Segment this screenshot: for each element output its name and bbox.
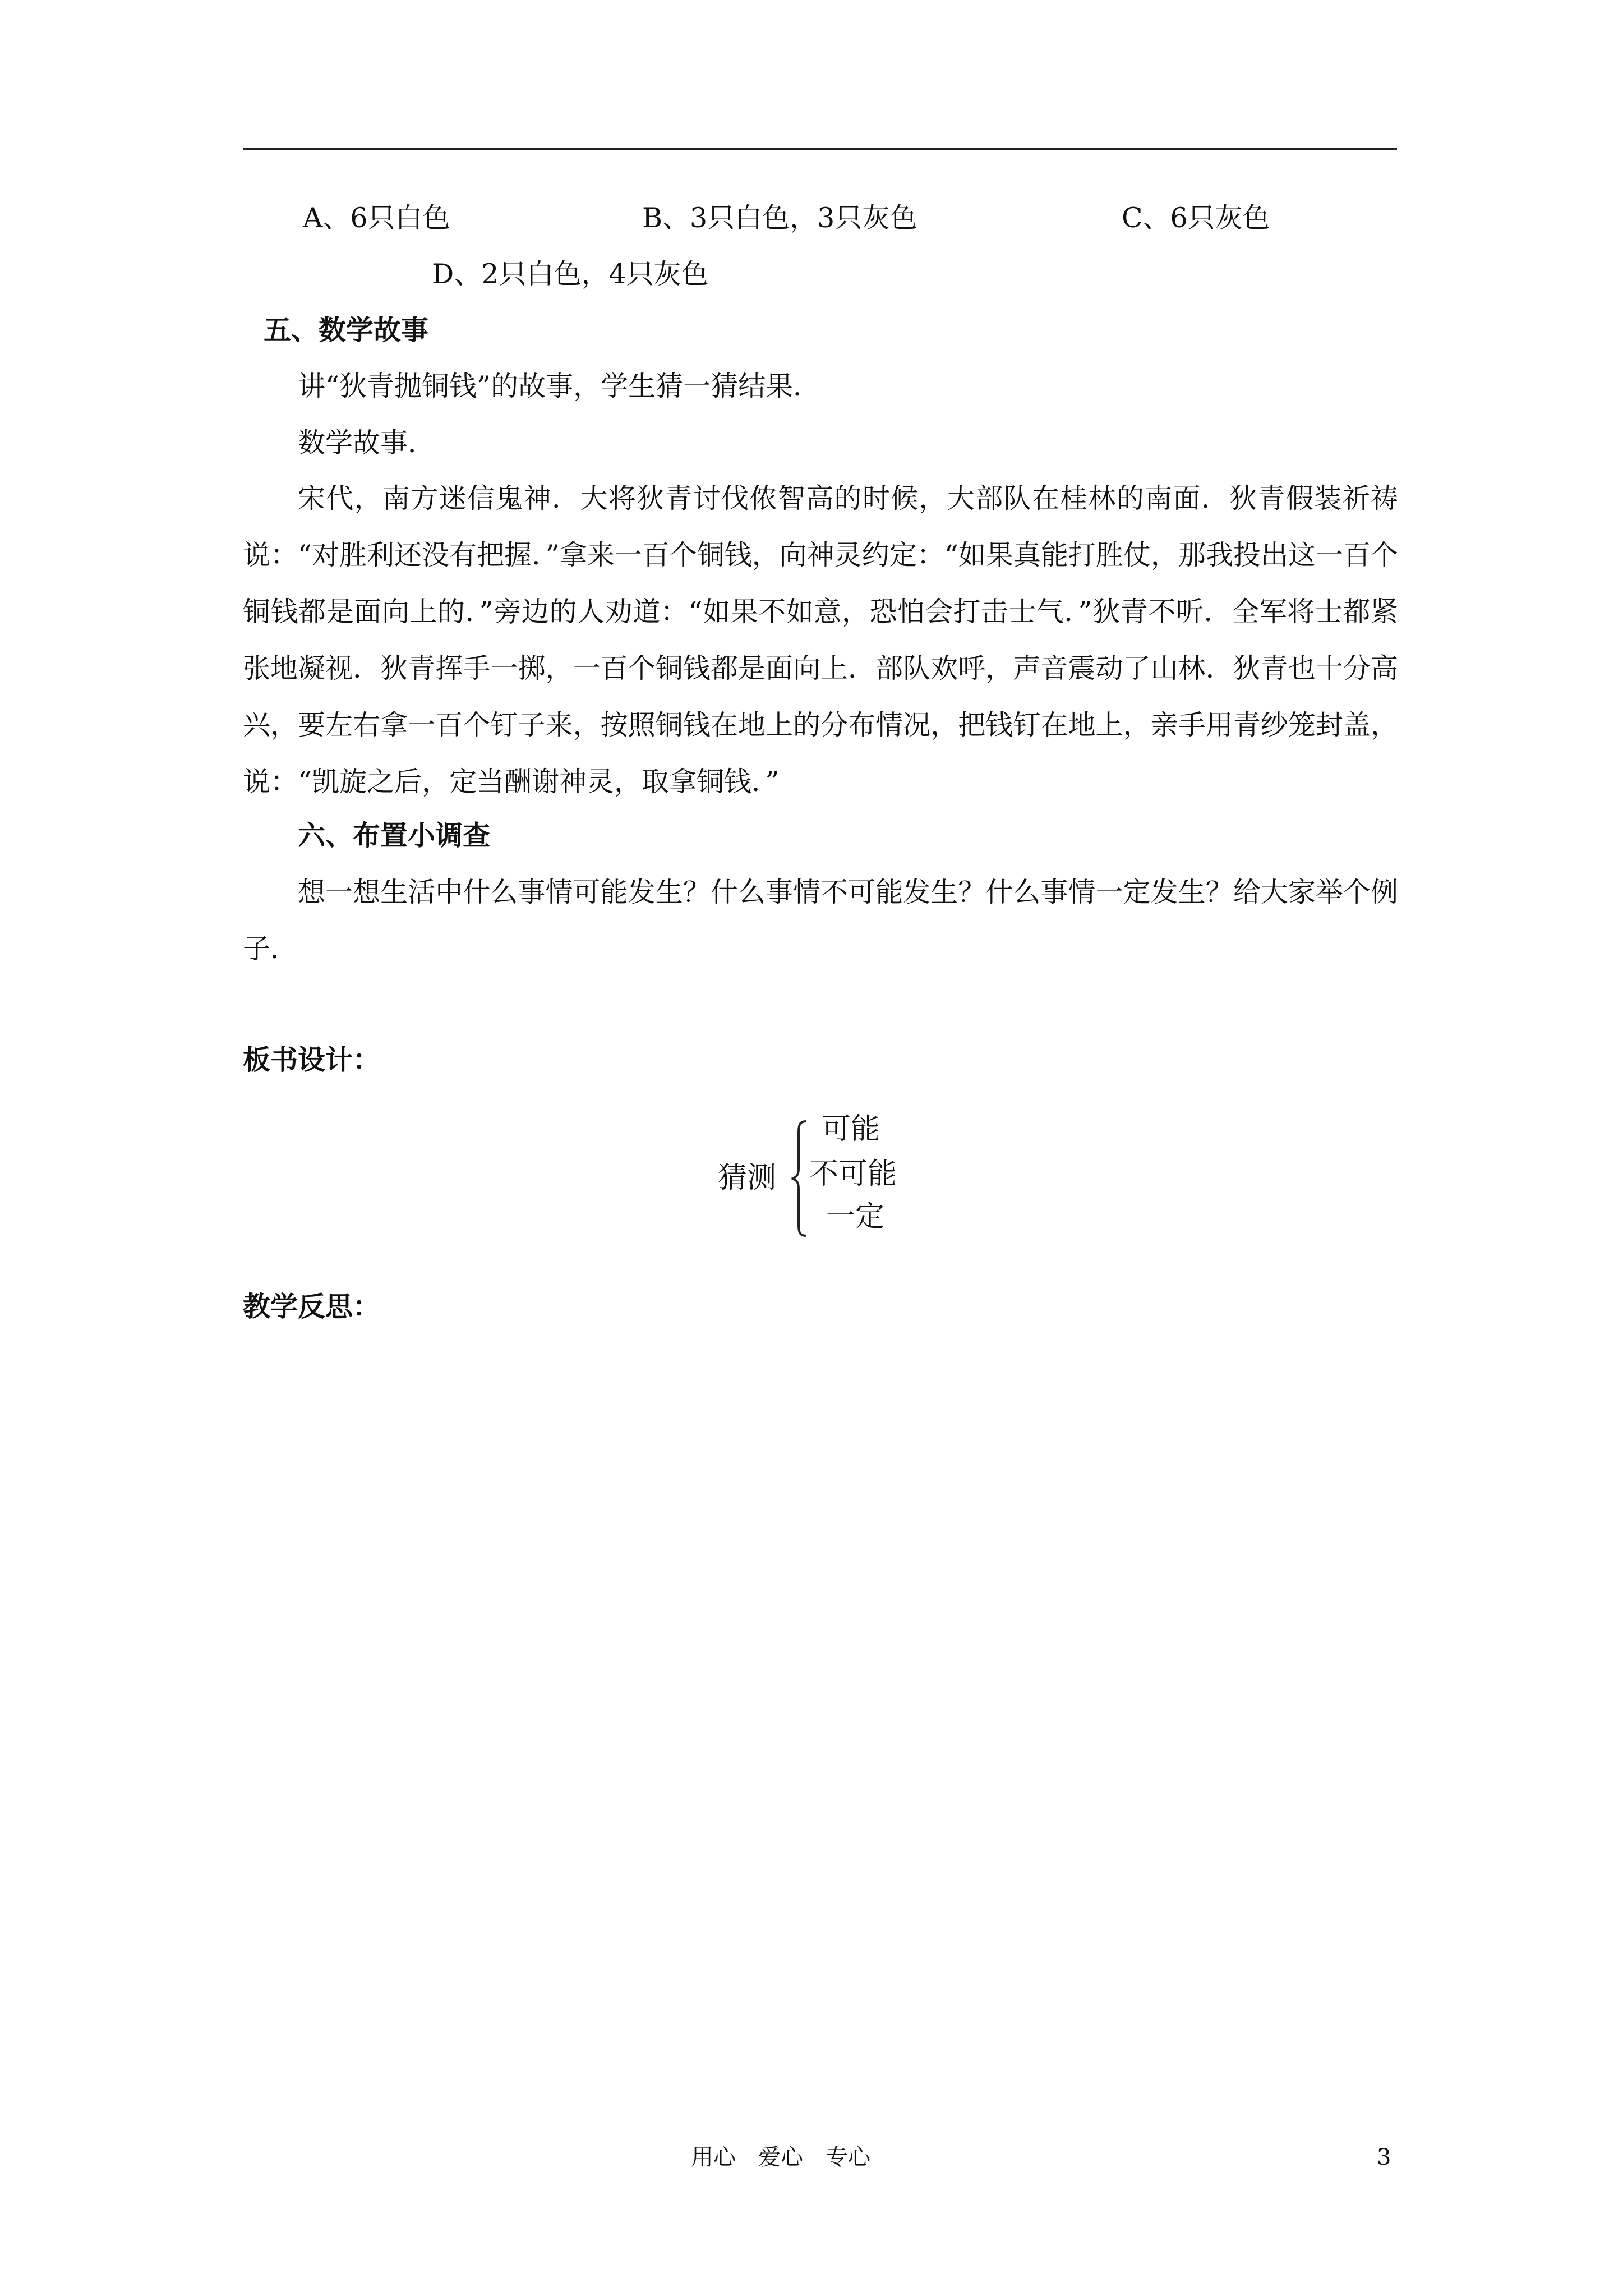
section-6-heading: 六、布置小调查 [298,820,491,852]
option-d: D、2只白色，4只灰色 [432,258,709,290]
option-c: C、6只灰色 [1122,202,1270,234]
header-rule [243,148,1397,150]
board-diagram [718,1108,909,1248]
board-item-impossible: 不可能 [809,1157,897,1191]
reflection-heading: 教学反思： [243,1291,381,1323]
curly-brace-icon [790,1119,812,1238]
section-5-heading: 五、数学故事 [264,314,429,346]
option-b: B、3只白色，3只灰色 [642,202,917,234]
option-a: A、6只白色 [303,202,450,234]
survey-paragraph: 想一想生活中什么事情可能发生？什么事情不可能发生？什么事情一定发生？给大家举个例子． [243,876,1398,965]
board-center-label: 猜测 [718,1161,777,1195]
board-design-heading: 板书设计： [243,1044,381,1076]
page-number: 3 [1377,2145,1391,2170]
footer-motto: 用心 爱心 专心 [691,2145,870,2170]
story-paragraph: 宋代，南方迷信鬼神．大将狄青讨伐侬智高的时候，大部队在桂林的南面．狄青假装祈祷说：“对胜利还没有把握．”拿来一百个铜钱，向神灵约定：“如果真能打胜仗，那我投出这一百个铜钱都是面向上的．”旁边的人劝道：“如果不如意，恐怕会打击士气．”狄青不听．全军将士都紧张地凝视．狄青挥手一掷，一百个铜钱都是面向上．部队欢呼，声音震动了山林．狄青也十分高兴，要左右拿一百个钉子来，按照铜钱在地上的分布情况，把钱钉在地上，亲手用青纱笼封盖，说：“凯旋之后，定当酬谢神灵，取拿铜钱．” [243,482,1398,798]
board-item-possible: 可能 [822,1112,880,1146]
board-item-certain: 一定 [826,1200,885,1234]
section-5-intro: 讲“狄青抛铜钱”的故事，学生猜一猜结果． [298,370,821,402]
section-5-subtitle: 数学故事． [298,427,436,459]
